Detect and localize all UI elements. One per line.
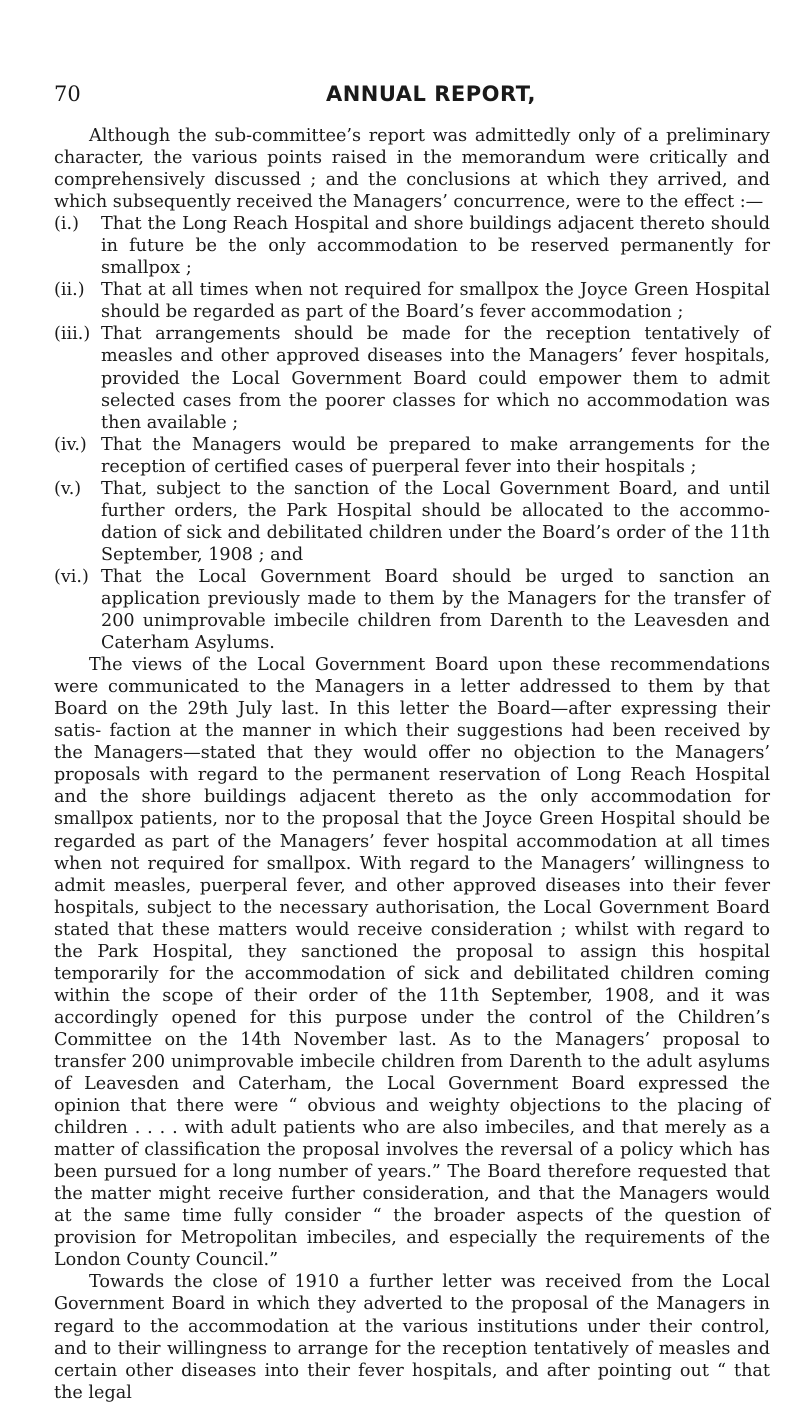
list-item-text: That at all times when not required for smallpox the Joyce Green Hospital should be regarded as part of the Board’s fever accommodation ; bbox=[101, 280, 770, 323]
list-item-text: That the Local Government Board should be urged to sanction an application previously made to them by the Managers for the transfer of 200 unimprovable imbecile children from Darenth to the Leavesden and Caterham Asylums. bbox=[101, 566, 770, 654]
list-item bbox=[54, 434, 770, 478]
recommendations-list bbox=[54, 213, 770, 654]
intro-paragraph: Although the sub-committee’s report was admittedly only of a preliminary character, the various points raised in the memorandum were critically and comprehensively discussed ; and the conclusions at which they arrived, and which subsequently received the Managers’ concurrence, were to the effect :— bbox=[54, 126, 770, 213]
list-item-number: (iv.) bbox=[54, 434, 87, 455]
list-item bbox=[54, 478, 770, 566]
list-item-number: (i.) bbox=[54, 214, 79, 235]
body-paragraph: Towards the close of 1910 a further letter was received from the Local Government Board in which they adverted to the proposal of the Managers in regard to the accommodation at the various institutions under their control, and to their willingness to arrange for the reception tentatively of measles and certain other diseases into their fever hospitals, and after pointing out “ that the legal bbox=[54, 1272, 770, 1403]
running-head: ANNUAL REPORT, bbox=[325, 82, 537, 106]
list-item-number: (iii.) bbox=[54, 324, 91, 345]
list-item bbox=[54, 213, 770, 279]
body-text bbox=[54, 125, 770, 1404]
page-number: 70 bbox=[54, 82, 81, 106]
page-header bbox=[54, 82, 768, 112]
list-item-text: That the Managers would be prepared to make arrangements for the reception of certified cases of puerperal fever into their hospitals ; bbox=[101, 434, 770, 477]
body-paragraph: The views of the Local Government Board upon these recommendations were communicated to the Managers in a letter addressed to them by that Board on the 29th July last. In this letter the Board—after expressing their satis- faction at the manner in which their suggestions had been received by the Managers—stated that they would offer no objection to the Managers’ proposals with regard to the permanent reservation of Long Reach Hospital and the shore buildings adjacent thereto as the only accommodation for smallpox patients, nor to the proposal that the Joyce Green Hospital should be regarded as part of the Managers’ fever hospital accommodation at all times when not required for smallpox. With regard to the Managers’ willingness to admit measles, puerperal fever, and other approved diseases into their fever hospitals, subject to the necessary authorisation, the Local Government Board stated that these matters would receive consideration ; whilst with regard to the Park Hospital, they sanctioned the proposal to assign this hospital temporarily for the accommodation of sick and debilitated children coming within the scope of their order of the 11th September, 1908, and it was accordingly opened for this purpose under the control of the Children’s Committee on the 14th November last. As to the Managers’ proposal to transfer 200 unimprovable imbecile children from Darenth to the adult asylums of Leavesden and Caterham, the Local Government Board expressed the opinion that there were “ obvious and weighty objections to the placing of children . . . . with adult patients who are also imbeciles, and that merely as a matter of classification the proposal involves the reversal of a policy which has been pursued for a long number of years.” The Board therefore requested that the matter might receive further consideration, and that the Managers would at the same time fully consider “ the broader aspects of the question of provision for Metropolitan imbeciles, and especially the requirements of the London County Council.” bbox=[54, 655, 770, 1271]
list-item-number: (v.) bbox=[54, 478, 82, 499]
list-item-text: That arrangements should be made for the reception tentatively of measles and other approved diseases into the Managers’ fever hospitals, provided the Local Government Board could empower them to admit selected cases from the poorer classes for which no accommodation was then available ; bbox=[101, 324, 770, 433]
list-item-text: That, subject to the sanction of the Local Government Board, and until further orders, the Park Hospital should be allocated to the accommo- dation of sick and debilitated children under the Board’s order of the 11th September, 1908 ; and bbox=[101, 478, 770, 565]
list-item bbox=[54, 566, 770, 654]
list-item-number: (vi.) bbox=[54, 566, 89, 587]
list-item bbox=[54, 323, 770, 433]
list-item bbox=[54, 279, 770, 323]
list-item-number: (ii.) bbox=[54, 280, 85, 301]
list-item-text: That the Long Reach Hospital and shore buildings adjacent thereto should in future be the only accommodation to be reserved permanently for smallpox ; bbox=[101, 214, 770, 279]
